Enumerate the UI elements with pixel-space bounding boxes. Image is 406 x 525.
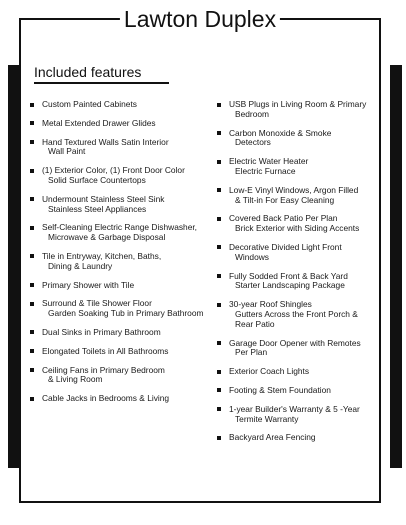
- feature-subtext: & Tilt-in For Easy Cleaning: [235, 194, 335, 205]
- feature-item: [30, 195, 208, 215]
- feature-item: [30, 299, 208, 319]
- square-bullet-icon: [30, 302, 34, 306]
- feature-item: [217, 300, 377, 329]
- feature-item: [217, 129, 377, 149]
- square-bullet-icon: [217, 245, 221, 249]
- feature-item: [30, 100, 208, 110]
- feature-text: Undermount Stainless Steel Sink: [42, 193, 165, 204]
- right-accent-bar: [390, 65, 402, 468]
- square-bullet-icon: [30, 121, 34, 125]
- feature-text: 30-year Roof Shingles: [229, 299, 312, 310]
- square-bullet-icon: [217, 217, 221, 221]
- feature-item: [30, 281, 208, 291]
- feature-subtext: Garden Soaking Tub in Primary Bathroom: [48, 308, 204, 319]
- feature-text: Dual Sinks in Primary Bathroom: [42, 326, 161, 337]
- square-bullet-icon: [30, 368, 34, 372]
- right-feature-list: [217, 100, 377, 452]
- feature-subtext: Windows: [235, 251, 269, 262]
- square-bullet-icon: [217, 388, 221, 392]
- square-bullet-icon: [30, 140, 34, 144]
- feature-text: Metal Extended Drawer Glides: [42, 117, 156, 128]
- feature-item: [217, 214, 377, 234]
- left-feature-list: [30, 100, 208, 413]
- section-heading: Included features: [34, 64, 142, 80]
- square-bullet-icon: [217, 370, 221, 374]
- feature-item: [30, 328, 208, 338]
- feature-item: [30, 138, 208, 158]
- feature-text: Backyard Area Fencing: [229, 432, 316, 443]
- feature-text: Low-E Vinyl Windows, Argon Filled: [229, 184, 359, 195]
- feature-text: Primary Shower with Tile: [42, 279, 135, 290]
- feature-item: [30, 394, 208, 404]
- feature-item: [217, 272, 377, 292]
- square-bullet-icon: [30, 103, 34, 107]
- feature-item: [217, 386, 377, 396]
- feature-item: [217, 367, 377, 377]
- features-frame: [19, 6, 381, 503]
- feature-subtext: Dining & Laundry: [48, 260, 113, 271]
- heading-underline: [34, 82, 169, 84]
- square-bullet-icon: [217, 436, 221, 440]
- feature-item: [217, 339, 377, 359]
- feature-subtext: Brick Exterior with Siding Accents: [235, 223, 360, 234]
- feature-item: [30, 119, 208, 129]
- feature-subtext: Gutters Across the Front Porch & Rear Patio: [235, 308, 358, 329]
- feature-text: Custom Painted Cabinets: [42, 99, 137, 109]
- feature-subtext: Starter Landscaping Package: [235, 280, 345, 291]
- feature-item: [30, 347, 208, 357]
- feature-subtext: Solid Surface Countertops: [48, 174, 146, 185]
- feature-item: [217, 433, 377, 443]
- feature-text: Covered Back Patio Per Plan: [229, 213, 338, 224]
- feature-text: Surround & Tile Shower Floor: [42, 298, 152, 309]
- feature-text: Garage Door Opener with Remotes: [229, 337, 361, 348]
- feature-subtext: Bedroom: [235, 108, 269, 119]
- feature-item: [30, 166, 208, 186]
- feature-text: Carbon Monoxide & Smoke: [229, 127, 332, 138]
- feature-text: Electric Water Heater: [229, 156, 309, 167]
- square-bullet-icon: [217, 160, 221, 164]
- feature-text: Elongated Toilets in All Bathrooms: [42, 345, 169, 356]
- feature-subtext: Termite Warranty: [235, 413, 299, 424]
- page-title: Lawton Duplex: [120, 6, 280, 32]
- square-bullet-icon: [217, 407, 221, 411]
- feature-text: Ceiling Fans in Primary Bedroom: [42, 364, 165, 375]
- square-bullet-icon: [217, 341, 221, 345]
- feature-item: [217, 243, 377, 263]
- square-bullet-icon: [30, 397, 34, 401]
- square-bullet-icon: [217, 274, 221, 278]
- square-bullet-icon: [30, 283, 34, 287]
- feature-item: [217, 186, 377, 206]
- square-bullet-icon: [217, 131, 221, 135]
- square-bullet-icon: [217, 188, 221, 192]
- feature-item: [30, 223, 208, 243]
- feature-subtext: Per Plan: [235, 347, 268, 358]
- feature-subtext: Stainless Steel Appliances: [48, 203, 147, 214]
- square-bullet-icon: [217, 103, 221, 107]
- feature-text: Self-Cleaning Electric Range Dishwasher,: [42, 222, 198, 233]
- feature-item: [30, 366, 208, 386]
- feature-text: Decorative Divided Light Front: [229, 241, 342, 252]
- feature-subtext: Electric Furnace: [235, 165, 296, 176]
- square-bullet-icon: [217, 303, 221, 307]
- feature-subtext: Detectors: [235, 137, 271, 148]
- feature-subtext: & Living Room: [48, 374, 103, 385]
- feature-subtext: Wall Paint: [48, 146, 86, 157]
- feature-text: Footing & Stem Foundation: [229, 384, 331, 395]
- feature-item: [217, 405, 377, 425]
- feature-subtext: Microwave & Garbage Disposal: [48, 232, 166, 243]
- feature-text: USB Plugs in Living Room & Primary: [229, 99, 367, 109]
- feature-item: [30, 252, 208, 272]
- square-bullet-icon: [30, 169, 34, 173]
- square-bullet-icon: [30, 349, 34, 353]
- square-bullet-icon: [30, 226, 34, 230]
- feature-text: Cable Jacks in Bedrooms & Living: [42, 393, 170, 404]
- square-bullet-icon: [30, 197, 34, 201]
- feature-item: [217, 100, 377, 120]
- feature-text: 1-year Builder's Warranty & 5 -Year: [229, 403, 360, 414]
- feature-text: (1) Exterior Color, (1) Front Door Color: [42, 165, 185, 176]
- square-bullet-icon: [30, 330, 34, 334]
- feature-text: Exterior Coach Lights: [229, 366, 310, 377]
- feature-text: Hand Textured Walls Satin Interior: [42, 136, 169, 147]
- feature-text: Tile in Entryway, Kitchen, Baths,: [42, 250, 162, 261]
- feature-item: [217, 157, 377, 177]
- feature-text: Fully Sodded Front & Back Yard: [229, 270, 348, 281]
- square-bullet-icon: [30, 254, 34, 258]
